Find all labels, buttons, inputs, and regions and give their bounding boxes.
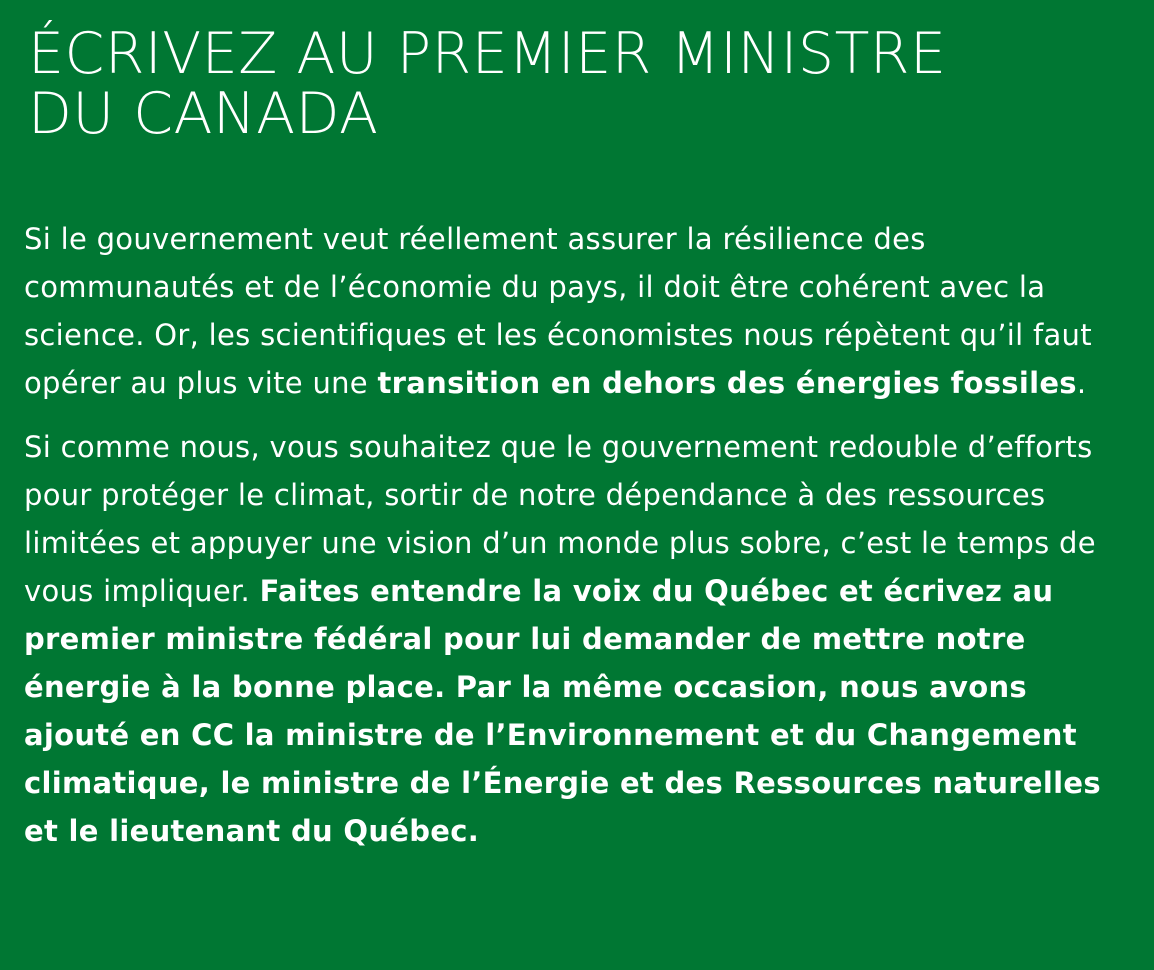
page-title xyxy=(28,21,1126,147)
call-to-action-paragraph xyxy=(24,423,1126,855)
campaign-description xyxy=(24,215,1126,855)
page-title-line-1: ÉCRIVEZ AU PREMIER MINISTRE xyxy=(28,21,947,87)
page-title-line-2: DU CANADA xyxy=(28,81,379,147)
call-to-action-intro: Si comme nous, vous souhaitez que le gouvernement redouble d’efforts pour protéger le climat, sortir de notre dépendance à des ressources limitées et appuyer une vision d’un monde plus sobre, c’est le temps de vous impliquer. xyxy=(24,430,1096,608)
resilience-paragraph-text: Si le gouvernement veut réellement assurer la résilience des communautés et de l’économie du pays, il doit être cohérent avec la science. Or, les scientifiques et les économistes nous répètent qu’il faut opérer au plus vite une xyxy=(24,222,1092,400)
energy-transition-highlight: transition en dehors des énergies fossiles xyxy=(377,366,1077,400)
resilience-paragraph-period: . xyxy=(1076,366,1087,400)
call-to-action-highlight: Faites entendre la voix du Québec et écrivez au premier ministre fédéral pour lui demander de mettre notre énergie à la bonne place. Par la même occasion, nous avons ajouté en CC la ministre de l’Environnement et du Changement climatique, le ministre de l’Énergie et des Ressources naturelles et le lieutenant du Québec. xyxy=(24,574,1101,848)
resilience-paragraph xyxy=(24,215,1126,407)
